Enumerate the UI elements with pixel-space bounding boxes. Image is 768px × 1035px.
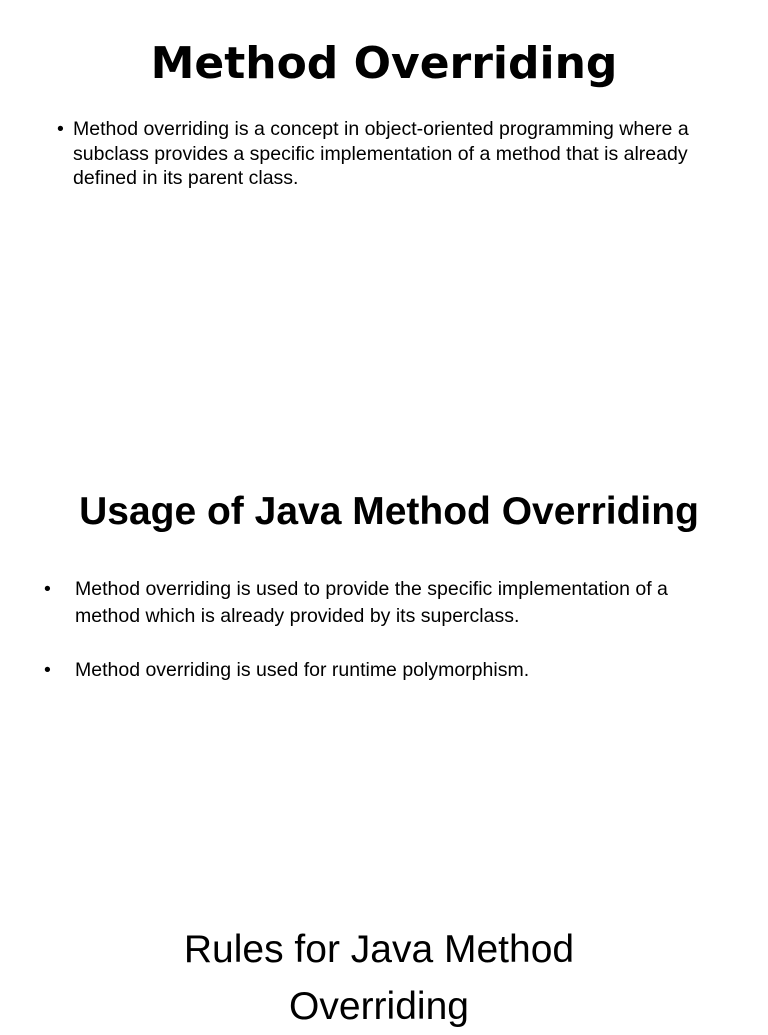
bullet-item [44,576,724,630]
bullet-list [56,117,716,191]
bullet-item [44,657,724,684]
bullet-list [44,576,724,684]
bullet-text: Method overriding is a concept in object-oriented programming where a subclass provides a specific implementation of a method that is already defined in its parent class. [73,118,689,189]
slide-usage [0,470,768,870]
slide-title-line: Rules for Java Method [183,928,575,971]
bullet-text: Method overriding is used for runtime polymorphism. [75,659,530,681]
bullet-marker: • [44,659,51,681]
slide-title [0,921,758,1035]
slide-title: Usage of Java Method Overriding [79,490,699,533]
slide-title-line: Overriding [289,985,469,1028]
bullet-marker: • [57,118,64,140]
bullet-item [56,117,716,191]
slide-title: Method Overriding [150,38,618,89]
slide-method-overriding [0,0,768,340]
bullet-marker: • [44,578,51,600]
bullet-text: Method overriding is used to provide the specific implementation of a method which is already provided by its superclass. [75,578,668,627]
slide-rules [0,918,768,1028]
